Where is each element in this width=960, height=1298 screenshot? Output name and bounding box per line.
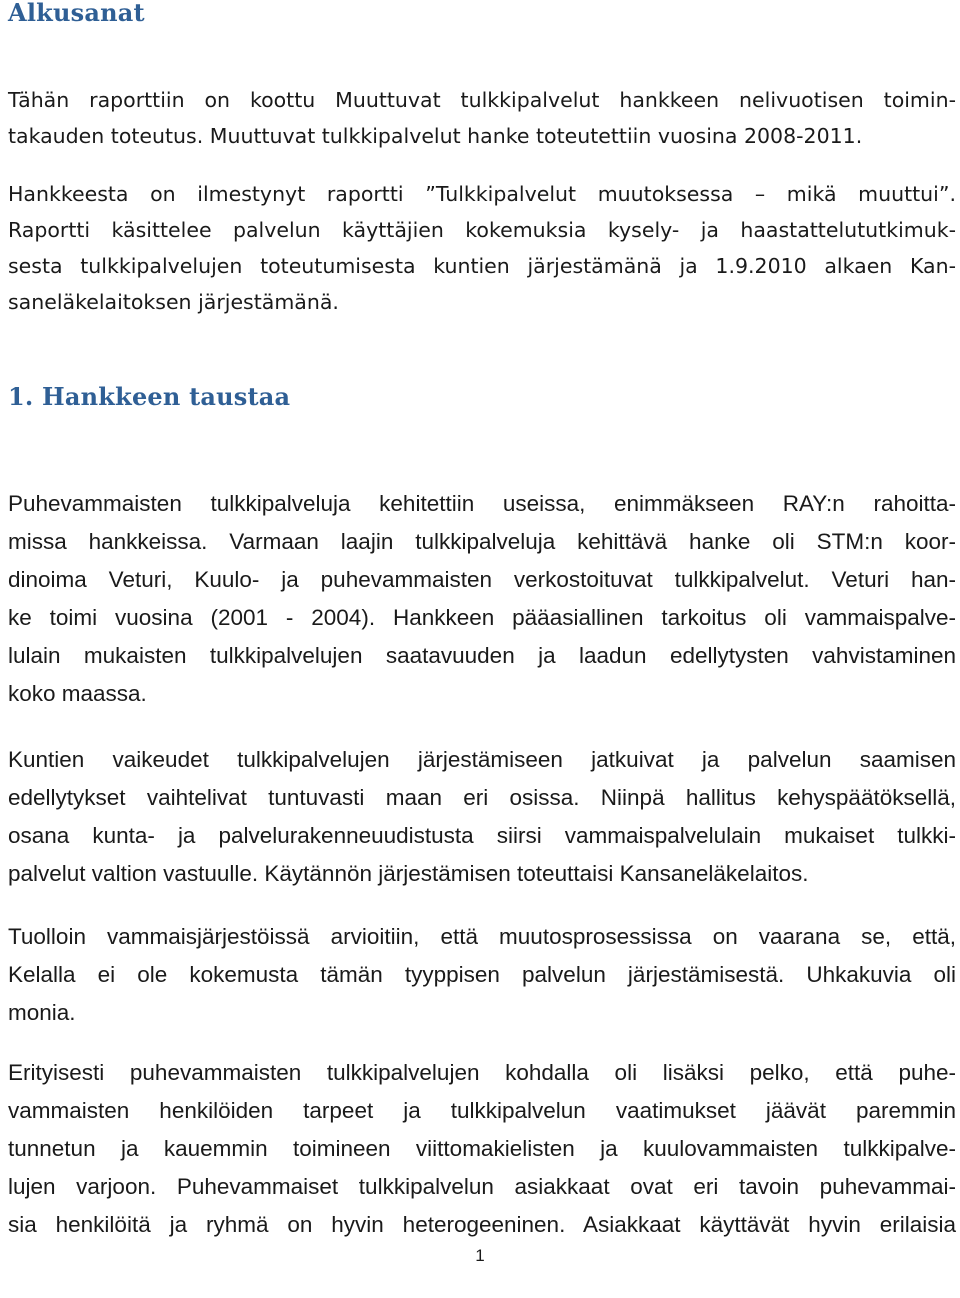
text-line: dinoima Veturi, Kuulo- ja puhevammaisten verkostoituvat tulkkipalvelut. Veturi han-	[8, 567, 956, 592]
text-line: lulain mukaisten tulkkipalvelujen saatavuuden ja laadun edellytysten vahvistaminen	[8, 643, 956, 668]
text-line: saneläkelaitoksen järjestämänä.	[8, 290, 339, 314]
text-line: edellytykset vaihtelivat tuntuvasti maan eri osissa. Niinpä hallitus kehyspäätöksellä,	[8, 785, 956, 810]
text-line: missa hankkeissa. Varmaan laajin tulkkipalveluja kehittävä hanke oli STM:n koor-	[8, 529, 956, 554]
text-line: ke toimi vuosina (2001 - 2004). Hankkeen pääasiallinen tarkoitus oli vammaispalve-	[8, 605, 956, 630]
paragraph	[8, 82, 956, 154]
text-line: Raportti käsittelee palvelun käyttäjien kokemuksia kysely- ja haastattelututkimuk-	[8, 218, 956, 242]
text-line: Puhevammaisten tulkkipalveluja kehitettiin useissa, enimmäkseen RAY:n rahoitta-	[8, 491, 956, 516]
text-line: lujen varjoon. Puhevammaiset tulkkipalvelun asiakkaat ovat eri tavoin puhevammai-	[8, 1174, 956, 1199]
text-line: sesta tulkkipalvelujen toteutumisesta kuntien järjestämänä ja 1.9.2010 alkaen Kan-	[8, 254, 956, 278]
text-line: Tähän raporttiin on koottu Muuttuvat tulkkipalvelut hankkeen nelivuotisen toimin-	[8, 88, 956, 112]
text-line: Tuolloin vammaisjärjestöissä arvioitiin, että muutosprosessissa on vaarana se, että,	[8, 924, 956, 949]
paragraph	[8, 918, 956, 1032]
paragraph	[8, 176, 956, 320]
paragraph	[8, 741, 956, 893]
paragraph	[8, 485, 956, 713]
paragraph	[8, 1054, 956, 1244]
text-line: Kuntien vaikeudet tulkkipalvelujen järjestämiseen jatkuivat ja palvelun saamisen	[8, 747, 956, 772]
text-line: sia henkilöitä ja ryhmä on hyvin heterogeeninen. Asiakkaat käyttävät hyvin erilaisia	[8, 1212, 956, 1237]
page-number: 1	[475, 1246, 485, 1265]
text-line: takauden toteutus. Muuttuvat tulkkipalvelut hanke toteutettiin vuosina 2008-2011.	[8, 124, 863, 148]
text-line: vammaisten henkilöiden tarpeet ja tulkkipalvelun vaatimukset jäävät paremmin	[8, 1098, 956, 1123]
text-line: koko maassa.	[8, 681, 147, 706]
text-line: palvelut valtion vastuulle. Käytännön järjestämisen toteuttaisi Kansaneläkelaitos.	[8, 861, 809, 886]
text-line: monia.	[8, 1000, 76, 1025]
text-line: Erityisesti puhevammaisten tulkkipalvelujen kohdalla oli lisäksi pelko, että puhe-	[8, 1060, 956, 1085]
text-line: Kelalla ei ole kokemusta tämän tyyppisen palvelun järjestämisestä. Uhkakuvia oli	[8, 962, 956, 987]
text-line: Hankkeesta on ilmestynyt raportti ”Tulkkipalvelut muutoksessa – mikä muuttui”.	[8, 182, 956, 206]
text-line: osana kunta- ja palvelurakenneuudistusta siirsi vammaispalvelulain mukaiset tulkki-	[8, 823, 956, 848]
text-line: tunnetun ja kauemmin toimineen viittomakielisten ja kuulovammaisten tulkkipalve-	[8, 1136, 956, 1161]
section-heading-background: 1. Hankkeen taustaa	[8, 382, 291, 411]
section-heading-foreword: Alkusanat	[8, 0, 145, 27]
